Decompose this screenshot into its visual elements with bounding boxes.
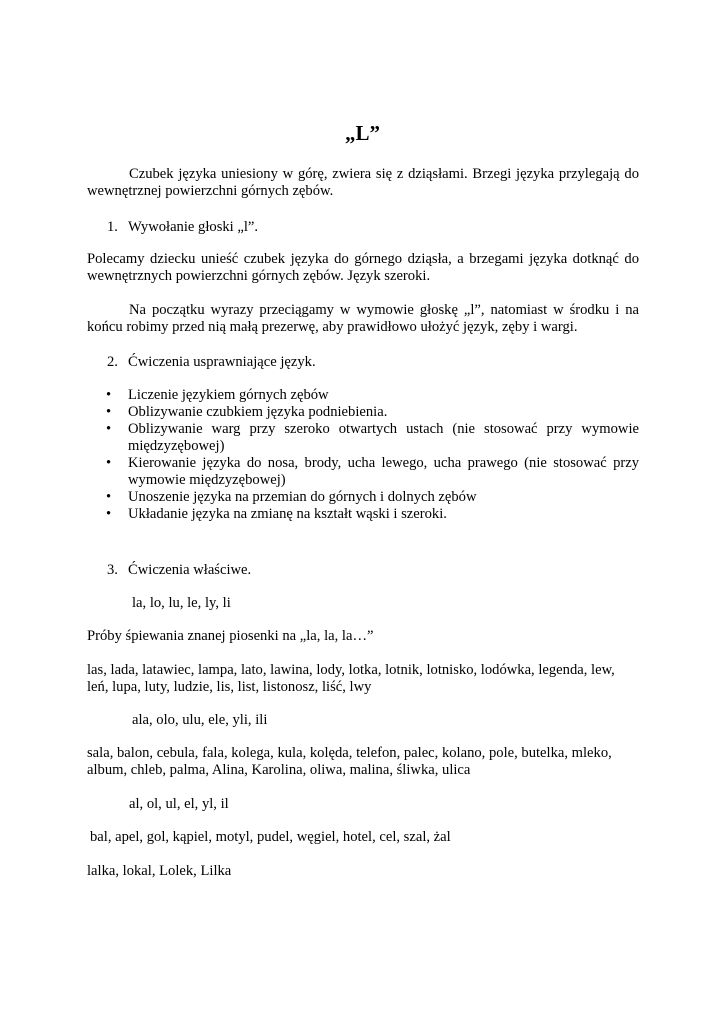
bullet-icon: • xyxy=(106,506,112,522)
bullet-icon: • xyxy=(106,387,112,403)
stretching-paragraph: Na początku wyrazy przeciągamy w wymowie głoskę „l”, natomiast w środku i na końcu robimy przed nią małą prezerwę, aby prawidłowo ułożyć język, zęby i wargi. xyxy=(87,302,639,335)
list-item xyxy=(87,506,639,523)
words-final: bal, apel, gol, kąpiel, motyl, pudel, węgiel, hotel, cel, szal, żal xyxy=(90,829,451,845)
list-item xyxy=(87,455,639,489)
list-item-text: Układanie języka na zmianę na kształt wąski i szeroki. xyxy=(128,506,447,522)
section-3-label: Ćwiczenia właściwe. xyxy=(128,562,252,578)
list-item xyxy=(87,387,639,404)
bullet-icon: • xyxy=(106,404,112,420)
syllables-medial: ala, olo, ulu, ele, yli, ili xyxy=(132,712,268,728)
words-double: lalka, lokal, Lolek, Lilka xyxy=(87,863,232,879)
bullet-icon: • xyxy=(106,421,112,437)
section-1-label: Wywołanie głoski „l”. xyxy=(128,219,259,235)
instruction-paragraph: Polecamy dziecku unieść czubek języka do górnego dziąsła, a brzegami języka dotknąć do wewnętrznych powierzchni górnych zębów. Język szeroki. xyxy=(87,251,639,284)
list-item-text: Unoszenie języka na przemian do górnych i dolnych zębów xyxy=(128,489,477,505)
list-item xyxy=(87,421,639,455)
section-1-number: 1. xyxy=(107,219,118,235)
bullet-icon: • xyxy=(106,489,112,505)
words-medial: sala, balon, cebula, fala, kolega, kula, kolęda, telefon, palec, kolano, pole, butelka, mleko, album, chleb, palma, Alina, Karolina, oliwa, malina, śliwka, ulica xyxy=(87,745,612,778)
bullet-icon: • xyxy=(106,455,112,471)
list-item xyxy=(87,404,639,421)
exercise-list xyxy=(87,387,639,523)
list-item-text: Liczenie językiem górnych zębów xyxy=(128,387,329,403)
list-item-text: Kierowanie języka do nosa, brody, ucha lewego, ucha prawego (nie stosować przy wymowie międzyzębowej) xyxy=(128,455,639,488)
list-item xyxy=(87,489,639,506)
syllables-initial: la, lo, lu, le, ly, li xyxy=(132,595,231,611)
list-item-text: Oblizywanie warg przy szeroko otwartych ustach (nie stosować przy wymowie międzyzębowej) xyxy=(128,421,639,454)
section-2-number: 2. xyxy=(107,354,118,370)
syllables-final: al, ol, ul, el, yl, il xyxy=(129,796,229,812)
list-item-text: Oblizywanie czubkiem języka podniebienia. xyxy=(128,404,388,420)
words-initial: las, lada, latawiec, lampa, lato, lawina, lody, lotka, lotnik, lotnisko, lodówka, legenda, lew, leń, lupa, luty, ludzie, lis, list, listonosz, liść, lwy xyxy=(87,662,615,695)
intro-paragraph: Czubek języka uniesiony w górę, zwiera się z dziąsłami. Brzegi języka przylegają do wewnętrznej powierzchni górnych zębów. xyxy=(87,166,639,199)
page-title: „L” xyxy=(344,121,380,145)
section-3-number: 3. xyxy=(107,562,118,578)
section-2-label: Ćwiczenia usprawniające język. xyxy=(128,354,316,370)
singing-paragraph: Próby śpiewania znanej piosenki na „la, la, la…” xyxy=(87,628,374,644)
